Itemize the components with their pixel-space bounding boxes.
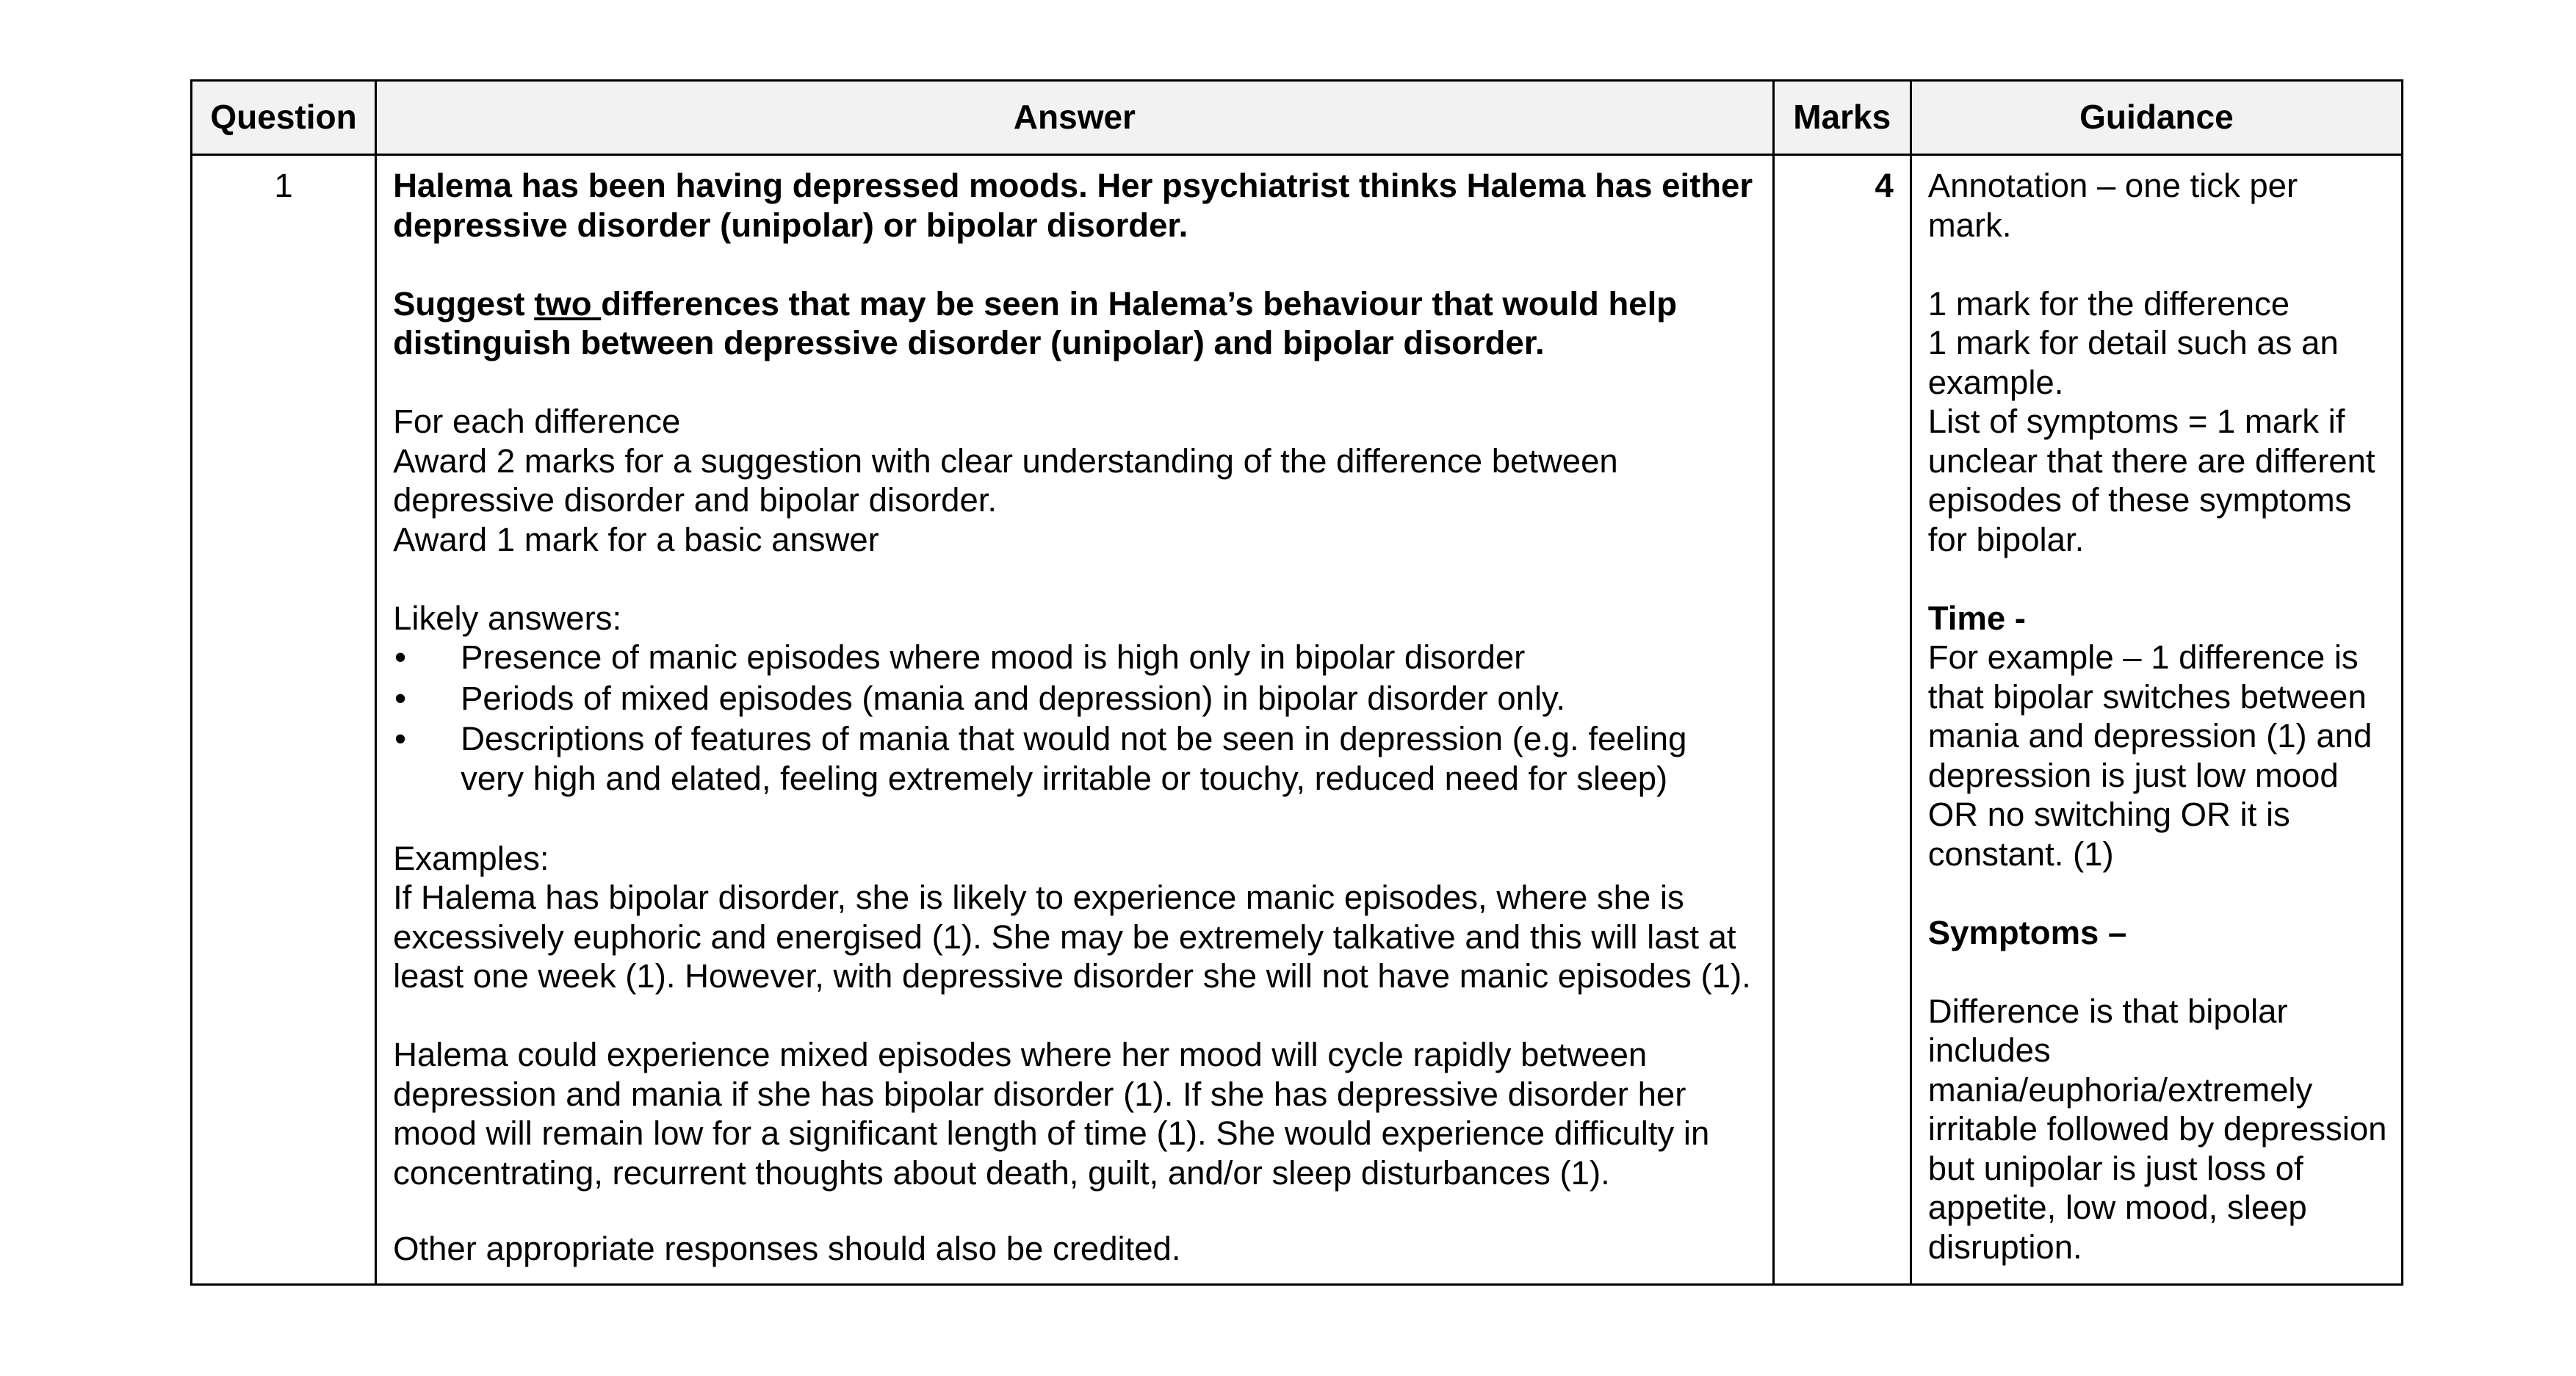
- examples-heading: Examples:: [393, 839, 549, 877]
- question-stem: Halema has been having depressed moods. Her psychiatrist thinks Halema has either depressive disorder (unipolar) or bipolar disorder.: [393, 167, 1753, 244]
- question-column-header: Question: [192, 81, 376, 155]
- list-item-text: Presence of manic episodes where mood is high only in bipolar disorder: [461, 638, 1526, 676]
- mark-scheme-table: [190, 79, 2403, 1286]
- example-paragraph: If Halema has bipolar disorder, she is likely to experience manic episodes, where she is excessively euphoric and energised (1). She may be extremely talkative and this will last at least one week (1). However, with depressive disorder she will not have manic episodes (1).: [393, 879, 1751, 995]
- instruction-text-after: differences that may be seen in Halema’s behaviour that would help distinguish between depressive disorder (unipolar) and bipolar disorder.: [393, 284, 1678, 361]
- header-row: [192, 81, 2403, 155]
- guidance-column-header: Guidance: [1911, 81, 2402, 155]
- answer-cell: [376, 155, 1774, 1285]
- bullet-icon: •: [394, 720, 407, 757]
- mark-guidance-line: 1 mark for the difference: [1927, 284, 2290, 323]
- list-item: [393, 679, 1756, 718]
- instruction-underlined-word: two: [534, 284, 602, 323]
- mark-guidance-line: List of symptoms = 1 mark if unclear that there are different episodes of these symptoms for bipolar.: [1927, 403, 2375, 558]
- example-paragraph: Halema could experience mixed episodes where her mood will cycle rapidly between depression and mania if she has bipolar disorder (1). If she has depressive disorder her mood will remain low for a significant length of time (1). She would experience difficulty in concentrating, recurrent thoughts about death, guilt, and/or sleep disturbances (1).: [393, 1036, 1710, 1192]
- mark-guidance-line: 1 mark for detail such as an example.: [1927, 324, 2339, 401]
- list-item: [393, 638, 1756, 677]
- table-header: [192, 81, 2403, 155]
- marks-column-header: Marks: [1773, 81, 1911, 155]
- table-row: [192, 155, 2403, 1285]
- symptoms-heading: Symptoms –: [1927, 913, 2127, 951]
- question-number: 1: [192, 155, 376, 1285]
- answer-column-header: Answer: [376, 81, 1774, 155]
- marks-value: 4: [1773, 155, 1911, 1285]
- time-heading: Time -: [1927, 599, 2026, 637]
- bullet-icon: •: [394, 638, 407, 676]
- list-item-text: Periods of mixed episodes (mania and depression) in bipolar disorder only.: [461, 679, 1566, 717]
- question-instruction: [393, 284, 1756, 363]
- likely-answers-heading: Likely answers:: [393, 599, 622, 637]
- annotation-note: Annotation – one tick per mark.: [1927, 167, 2298, 244]
- guidance-cell: [1911, 155, 2402, 1285]
- symptoms-guidance: Difference is that bipolar includes mania/euphoria/extremely irritable followed by depression but unipolar is just loss of appetite, low mood, sleep disruption.: [1927, 992, 2387, 1266]
- criteria-line: For each difference: [393, 403, 681, 440]
- criteria-line: Award 2 marks for a suggestion with clear understanding of the difference between depressive disorder and bipolar disorder.: [393, 442, 1618, 519]
- answer-footer-note: Other appropriate responses should also be credited.: [393, 1230, 1181, 1267]
- bullet-icon: •: [394, 679, 407, 717]
- time-guidance: For example – 1 difference is that bipolar switches between mania and depression (1) and depression is just low mood OR no switching OR it is constant. (1): [1927, 638, 2373, 873]
- list-item: [393, 719, 1756, 798]
- criteria-line: Award 1 mark for a basic answer: [393, 520, 879, 558]
- instruction-text-before: Suggest: [393, 284, 535, 323]
- likely-answers-list: [393, 638, 1756, 798]
- list-item-text: Descriptions of features of mania that would not be seen in depression (e.g. feeling very high and elated, feeling extremely irritable or touchy, reduced need for sleep): [461, 720, 1687, 797]
